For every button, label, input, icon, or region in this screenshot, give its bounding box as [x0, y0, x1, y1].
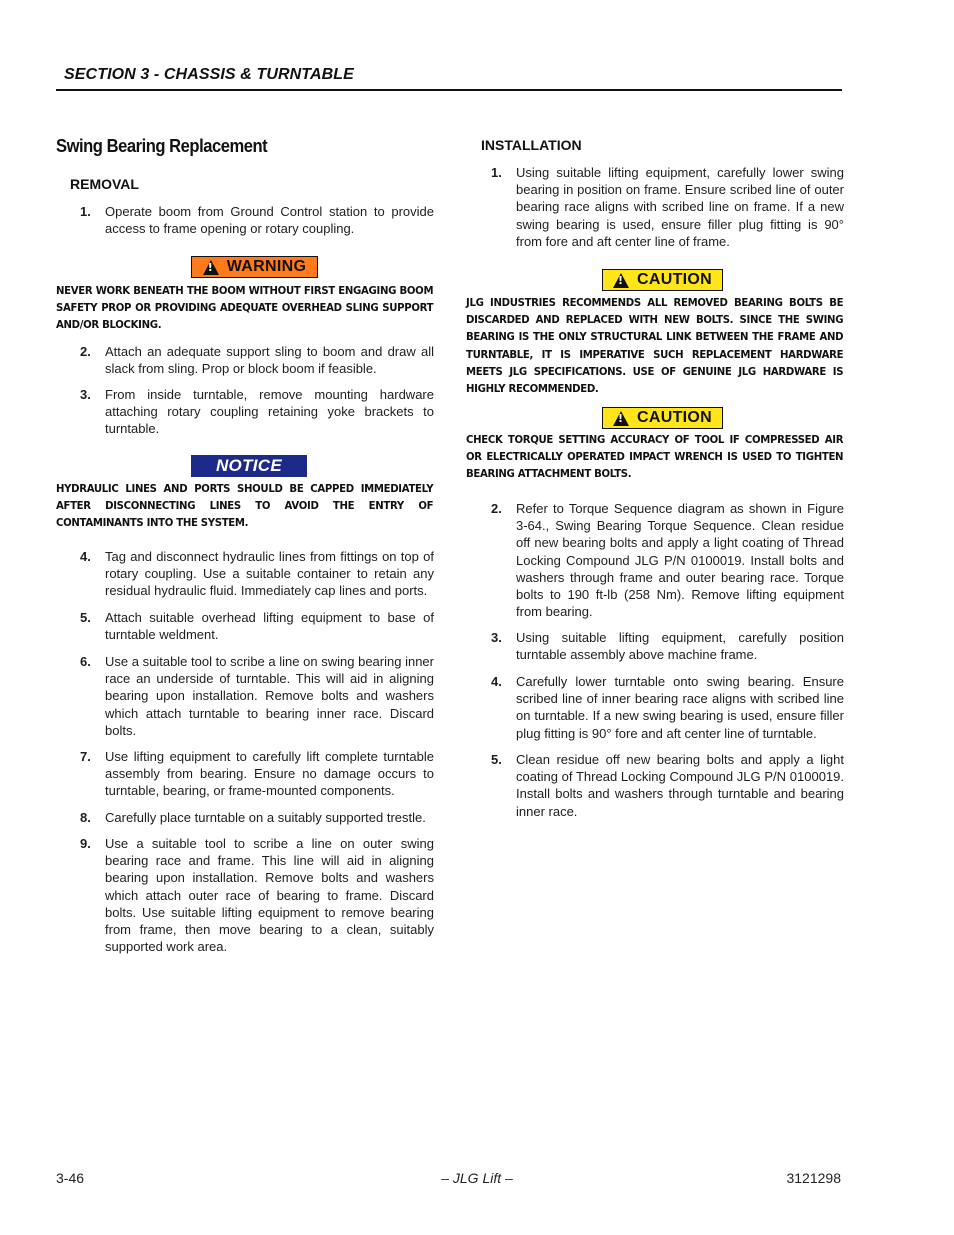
step-text: Use a suitable tool to scribe a line on swing bearing inner race an underside of turntable. This will aid in aligning bearing upon installation. Remove bolts and washers which attach turntable to bearing inner race. Discard bolts.: [105, 654, 434, 738]
step-text: Using suitable lifting equipment, carefully position turntable assembly above machine frame.: [516, 630, 844, 663]
step-number: 7.: [80, 749, 91, 764]
section-header: SECTION 3 - CHASSIS & TURNTABLE: [64, 66, 354, 83]
step-text: Carefully place turntable on a suitably supported trestle.: [105, 810, 426, 825]
step-text: Tag and disconnect hydraulic lines from fittings on top of rotary coupling. Use a suitable container to retain any residual hydraulic fluid. Immediately cap lines and ports.: [105, 549, 434, 599]
step-text: Use lifting equipment to carefully lift complete turntable assembly from bearing. Ensure no damage occurs to turntable, bearing, or frame-mounted components.: [105, 749, 434, 799]
step-number: 3.: [80, 387, 91, 402]
warning-triangle-icon: [203, 260, 219, 275]
step-text: Attach suitable overhead lifting equipment to base of turntable weldment.: [105, 610, 434, 643]
step-text: Operate boom from Ground Control station to provide access to frame opening or rotary coupling.: [105, 204, 434, 237]
page-number: 3-46: [56, 1170, 85, 1186]
caution-triangle-icon: [613, 411, 629, 426]
step-number: 4.: [491, 674, 502, 689]
caution-badge: [602, 269, 723, 291]
warning-badge: [191, 256, 318, 278]
page-title: Swing Bearing Replacement: [56, 136, 268, 156]
warning-text: NEVER WORK BENEATH THE BOOM WITHOUT FIRST ENGAGING BOOM SAFETY PROP OR PROVIDING ADEQUATE OVERHEAD SLING SUPPORT AND/OR BLOCKING.: [56, 284, 434, 332]
caution-badge: [602, 407, 723, 429]
step-number: 9.: [80, 836, 91, 851]
notice-badge: [191, 455, 307, 477]
step-text: From inside turntable, remove mounting hardware attaching rotary coupling retaining yoke brackets to turntable.: [105, 387, 434, 437]
caution-label: CAUTION: [637, 271, 712, 288]
removal-heading: REMOVAL: [70, 176, 139, 192]
step-number: 3.: [491, 630, 502, 645]
step-number: 5.: [491, 752, 502, 767]
caution-label: CAUTION: [637, 409, 712, 426]
header-rule: [56, 89, 842, 91]
step-number: 6.: [80, 654, 91, 669]
warning-label: WARNING: [226, 258, 307, 275]
step-number: 2.: [491, 501, 502, 516]
notice-text: HYDRAULIC LINES AND PORTS SHOULD BE CAPPED IMMEDIATELY AFTER DISCONNECTING LINES TO AVOID THE ENTRY OF CONTAMINANTS INTO THE SYSTEM.: [56, 482, 434, 530]
step-number: 2.: [80, 344, 91, 359]
step-number: 8.: [80, 810, 91, 825]
caution-text: CHECK TORQUE SETTING ACCURACY OF TOOL IF COMPRESSED AIR OR ELECTRICALLY OPERATED IMPACT WRENCH IS USED TO TIGHTEN BEARING ATTACHMENT BOLTS.: [466, 433, 844, 481]
installation-heading: INSTALLATION: [481, 137, 582, 153]
step-text: Clean residue off new bearing bolts and apply a light coating of Thread Locking Compound JLG P/N 0100019. Install bolts and washers through turntable and bearing inner race.: [516, 752, 844, 819]
step-number: 1.: [491, 165, 502, 180]
notice-label: NOTICE: [215, 456, 283, 475]
step-text: Refer to Torque Sequence diagram as shown in Figure 3-64., Swing Bearing Torque Sequence. Clean residue off new bearing bolts and apply a light coating of Thread Locking Compound JLG P/N 0100019. Install bolts and washers through frame and outer bearing race. Torque bolts to 190 ft-lb (258 Nm). Remove lifting equipment from bearing.: [516, 501, 844, 620]
document-number: 3121298: [786, 1170, 841, 1186]
step-text: Carefully lower turntable onto swing bearing. Ensure scribed line of inner bearing race aligns with scribed line on turntable. If a new swing bearing is used, ensure filler plug fitting is 90° fore and aft center line of turntable.: [516, 674, 844, 741]
caution-triangle-icon: [613, 273, 629, 288]
step-text: Use a suitable tool to scribe a line on outer swing bearing race and frame. This line will aid in aligning bearing upon installation. Remove bolts and washers which attach outer race of bearing to frame. Discard bolts. Use suitable lifting equipment to remove bearing from frame, then move bearing to a clean, suitably supported work area.: [105, 836, 434, 955]
step-number: 4.: [80, 549, 91, 564]
footer-center-label: – JLG Lift –: [441, 1170, 513, 1186]
caution-text: JLG INDUSTRIES RECOMMENDS ALL REMOVED BEARING BOLTS BE DISCARDED AND REPLACED WITH NEW BOLTS. SINCE THE SWING BEARING IS THE ONLY STRUCTURAL LINK BETWEEN THE FRAME AND TURNTABLE, IT IS IMPERATIVE SUCH REPLACEMENT HARDWARE MEETS JLG SPECIFICATIONS. USE OF GENUINE JLG HARDWARE IS HIGHLY RECOMMENDED.: [466, 296, 844, 396]
step-number: 5.: [80, 610, 91, 625]
step-number: 1.: [80, 204, 91, 219]
step-text: Using suitable lifting equipment, carefully lower swing bearing in position on frame. Ensure scribed line of outer bearing race aligns with scribed line on frame. If a new swing bearing is used, ensure filler plug fitting is 90° from fore and aft center line of frame.: [516, 165, 844, 249]
step-text: Attach an adequate support sling to boom and draw all slack from sling. Prop or block boom if feasible.: [105, 344, 434, 377]
